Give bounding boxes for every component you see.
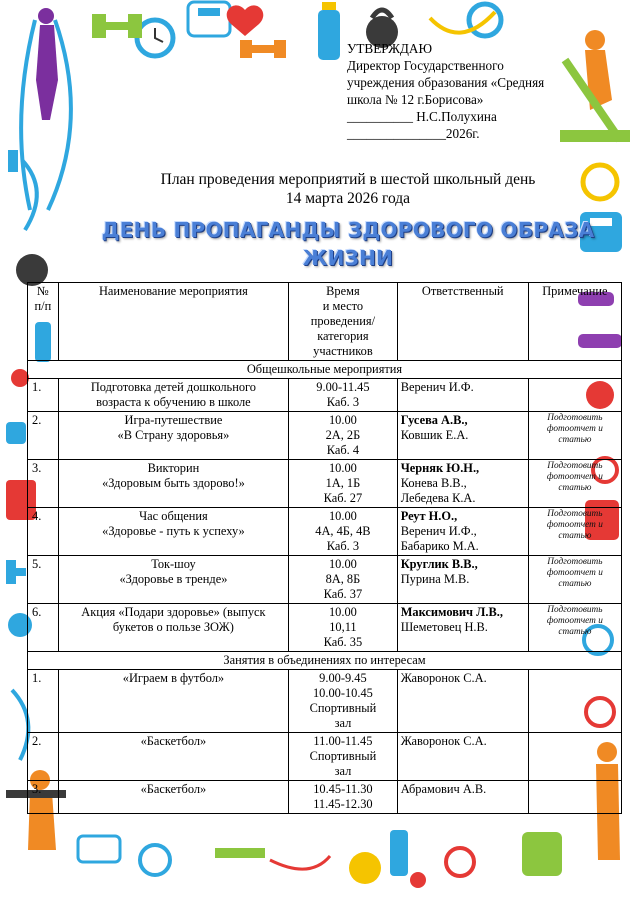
event-name: Час общения «Здоровье - путь к успеху» bbox=[58, 508, 288, 556]
event-name: Акция «Подари здоровье» (выпуск букетов о пользе ЗОЖ) bbox=[58, 604, 288, 652]
clock-bottom-icon-2 bbox=[446, 848, 474, 876]
event-note: Подготовить фотоотчет и статью bbox=[528, 508, 621, 556]
event-responsible: Реут Н.О., Веренич И.Ф., Бабарико М.А. bbox=[397, 508, 528, 556]
event-name: Игра-путешествие «В Страну здоровья» bbox=[58, 412, 288, 460]
clock-bottom-icon bbox=[140, 845, 170, 875]
kettlebell-bottom-icon bbox=[349, 852, 381, 884]
plan-heading bbox=[0, 170, 636, 208]
row-number: 6. bbox=[28, 604, 59, 652]
dumbbell-bottom-icon bbox=[215, 848, 265, 858]
activity-responsible: Жаворонок С.А. bbox=[397, 733, 528, 781]
event-name: Подготовка детей дошкольного возраста к обучению в школе bbox=[58, 379, 288, 412]
activity-time-place: 10.45-11.30 11.45-12.30 bbox=[289, 781, 398, 814]
event-responsible: Максимович Л.В., Шеметовец Н.В. bbox=[397, 604, 528, 652]
activity-note bbox=[528, 670, 621, 733]
activity-name: «Баскетбол» bbox=[58, 781, 288, 814]
header-name: Наименование мероприятия bbox=[58, 283, 288, 361]
jump-rope-bottom-icon bbox=[270, 856, 330, 869]
header-number: № п/п bbox=[28, 283, 59, 361]
approval-signature: __________ Н.С.Полухина bbox=[347, 109, 497, 124]
header-time: Время и место проведения/ категория участников bbox=[289, 283, 398, 361]
dumbbell-left-icon bbox=[6, 560, 26, 584]
water-bottle-bottom-icon bbox=[390, 830, 408, 876]
scale-bottom-icon-2 bbox=[522, 832, 562, 876]
approval-date: _______________2026г. bbox=[347, 126, 480, 141]
table-row bbox=[28, 412, 622, 460]
row-number: 2. bbox=[28, 733, 59, 781]
event-note: Подготовить фотоотчет и статью bbox=[528, 412, 621, 460]
header-responsible: Ответственный bbox=[397, 283, 528, 361]
activity-note bbox=[528, 733, 621, 781]
event-responsible: Веренич И.Ф. bbox=[397, 379, 528, 412]
table-row bbox=[28, 379, 622, 412]
activity-name: «Играем в футбол» bbox=[58, 670, 288, 733]
header-note: Примечание bbox=[528, 283, 621, 361]
event-time-place: 10.00 10,11 Каб. 35 bbox=[289, 604, 398, 652]
row-number: 5. bbox=[28, 556, 59, 604]
scale-icon bbox=[188, 2, 230, 36]
clock-icon bbox=[137, 20, 173, 56]
event-responsible: Гусева А.В., Ковшик Е.А. bbox=[397, 412, 528, 460]
event-time-place: 10.00 4А, 4Б, 4В Каб. 3 bbox=[289, 508, 398, 556]
table-row bbox=[28, 556, 622, 604]
event-note: Подготовить фотоотчет и статью bbox=[528, 604, 621, 652]
activity-note bbox=[528, 781, 621, 814]
heart-rate-icon bbox=[227, 5, 264, 36]
apple-bottom-icon bbox=[410, 872, 426, 888]
table-row bbox=[28, 460, 622, 508]
section-title: Общешкольные мероприятия bbox=[28, 361, 622, 379]
table-header-row bbox=[28, 283, 622, 361]
bandage-icon bbox=[6, 422, 26, 444]
event-time-place: 10.00 1А, 1Б Каб. 27 bbox=[289, 460, 398, 508]
row-number: 1. bbox=[28, 379, 59, 412]
event-time-place: 9.00-11.45 Каб. 3 bbox=[289, 379, 398, 412]
banner-line: ДЕНЬ ПРОПАГАНДЫ ЗДОРОВОГО ОБРАЗА bbox=[101, 218, 595, 242]
approval-line: Директор Государственного bbox=[347, 58, 504, 73]
event-time-place: 10.00 8А, 8Б Каб. 37 bbox=[289, 556, 398, 604]
table-row bbox=[28, 781, 622, 814]
event-time-place: 10.00 2А, 2Б Каб. 4 bbox=[289, 412, 398, 460]
row-number: 2. bbox=[28, 412, 59, 460]
row-number: 3. bbox=[28, 781, 59, 814]
approval-line: учреждения образования «Средняя bbox=[347, 75, 545, 90]
plan-date: 14 марта 2026 года bbox=[285, 190, 411, 207]
row-number: 3. bbox=[28, 460, 59, 508]
events-table bbox=[27, 282, 622, 814]
banner-title bbox=[60, 216, 636, 272]
table-row bbox=[28, 733, 622, 781]
approval-line: школа № 12 г.Борисова» bbox=[347, 92, 484, 107]
scale-bottom-icon bbox=[78, 836, 120, 862]
table-row bbox=[28, 604, 622, 652]
activity-name: «Баскетбол» bbox=[58, 733, 288, 781]
plan-title: План проведения мероприятий в шестой школьный день bbox=[160, 171, 536, 188]
event-note bbox=[528, 379, 621, 412]
dumbbell-orange-icon bbox=[240, 40, 286, 58]
event-responsible: Черняк Ю.Н., Конева В.В., Лебедева К.А. bbox=[397, 460, 528, 508]
section-row bbox=[28, 361, 622, 379]
approval-block bbox=[347, 40, 607, 142]
table-row bbox=[28, 670, 622, 733]
event-note: Подготовить фотоотчет и статью bbox=[528, 460, 621, 508]
event-name: Ток-шоу «Здоровье в тренде» bbox=[58, 556, 288, 604]
jump-rope-left-icon-2 bbox=[12, 690, 28, 760]
section-row bbox=[28, 652, 622, 670]
table-body bbox=[28, 361, 622, 814]
activity-responsible: Жаворонок С.А. bbox=[397, 670, 528, 733]
section-title: Занятия в объединениях по интересам bbox=[28, 652, 622, 670]
activity-responsible: Абрамович А.В. bbox=[397, 781, 528, 814]
banner-line: ЖИЗНИ bbox=[302, 246, 394, 270]
activity-time-place: 9.00-9.45 10.00-10.45 Спортивный зал bbox=[289, 670, 398, 733]
event-name: Викторин «Здоровым быть здорово!» bbox=[58, 460, 288, 508]
dumbbell-icon bbox=[92, 14, 142, 38]
row-number: 4. bbox=[28, 508, 59, 556]
water-bottle-icon bbox=[318, 2, 340, 60]
event-note: Подготовить фотоотчет и статью bbox=[528, 556, 621, 604]
activity-time-place: 11.00-11.45 Спортивный зал bbox=[289, 733, 398, 781]
row-number: 1. bbox=[28, 670, 59, 733]
approval-title: УТВЕРЖДАЮ bbox=[347, 41, 433, 56]
table-row bbox=[28, 508, 622, 556]
event-responsible: Круглик В.В., Пурина М.В. bbox=[397, 556, 528, 604]
